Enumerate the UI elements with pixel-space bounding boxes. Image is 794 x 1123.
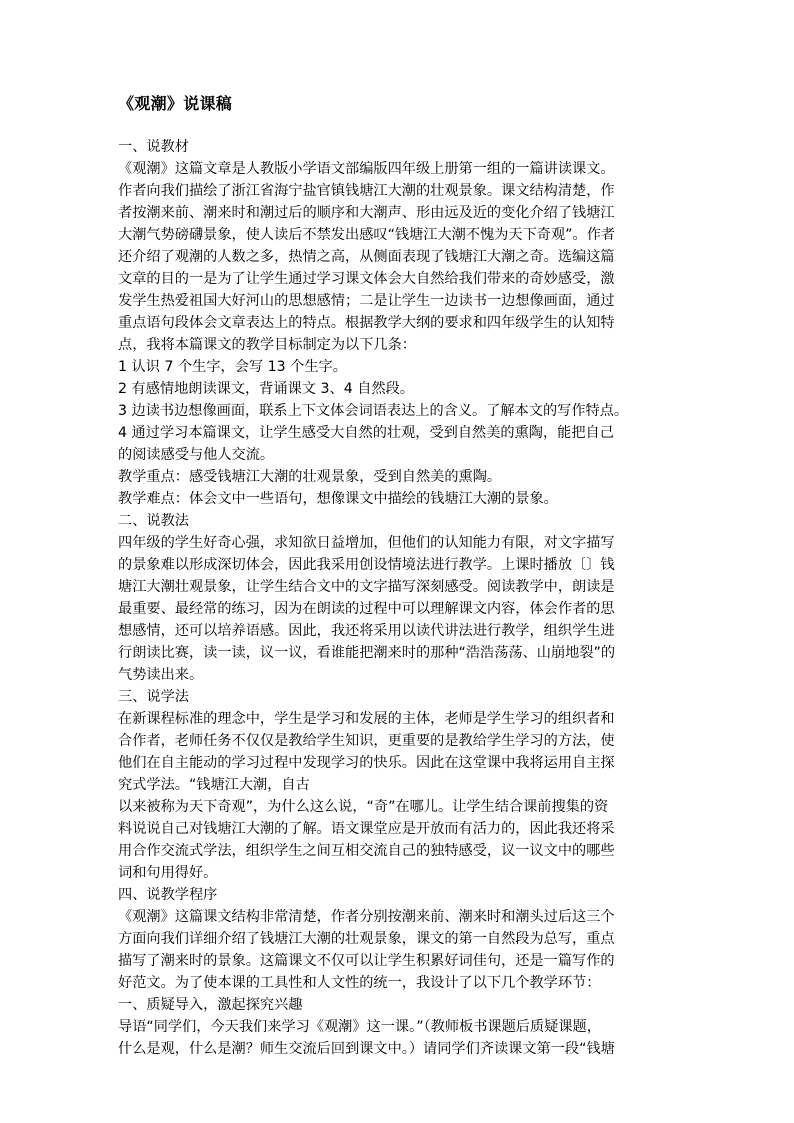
text-line: 三、说学法 [118,689,189,705]
text-line: 大潮气势磅礴景象，使人读后不禁发出感叹“钱塘江大潮不愧为天下奇观”。作者 [118,227,616,243]
text-line: 《观潮》这篇课文结构非常清楚，作者分别按潮来前、潮来时和潮头过后这三个 [118,909,615,925]
text-line: 者按潮来前、潮来时和潮过后的顺序和大潮声、形由远及近的变化介绍了钱塘江 [118,205,615,221]
text-line: 想感情，还可以培养语感。因此，我还将采用以读代讲法进行教学，组织学生进 [118,623,615,639]
text-line: 好范文。为了使本课的工具性和人文性的统一，我设计了以下几个教学环节： [118,975,601,991]
text-line: 二、说教法 [118,513,189,529]
text-line: 最重要、最经常的练习，因为在朗读的过程中可以理解课文内容，体会作者的思 [118,601,615,617]
text-line: 作者向我们描绘了浙江省海宁盐官镇钱塘江大潮的壮观景象。课文结构清楚，作 [118,183,615,199]
text-line: 方面向我们详细介绍了钱塘江大潮的壮观景象，课文的第一自然段为总写，重点 [118,931,615,947]
text-line: 4 通过学习本篇课文，让学生感受大自然的壮观，受到自然美的熏陶，能把自己 [118,425,614,441]
text-line: 四年级的学生好奇心强，求知欲日益增加，但他们的认知能力有限，对文字描写 [118,535,615,551]
text-line: 词和句用得好。 [118,865,218,881]
text-line: 发学生热爱祖国大好河山的思想感情；二是让学生一边读书一边想像画面，通过 [118,293,615,309]
text-line: 1 认识 7 个生字，会写 13 个生字。 [118,359,347,375]
text-line: 用合作交流式学法，组织学生之间互相交流自己的独特感受，议一议文中的哪些 [118,843,615,859]
text-line: 行朗读比赛，读一读，议一议，看谁能把潮来时的那种“浩浩荡荡、山崩地裂”的 [118,645,616,661]
text-line: 导语“同学们，今天我们来学习《观潮》这一课。”（教师板书课题后质疑课题， [118,1019,601,1035]
text-line: 以来被称为天下奇观”，为什么这么说，“奇”在哪儿。让学生结合课前搜集的资 [118,799,609,815]
document-title: 《观潮》说课稿 [118,94,233,113]
text-line: 重点语句段体会文章表达上的特点。根据教学大纲的要求和四年级学生的认知特 [118,315,615,331]
text-line: 的景象难以形成深切体会，因此我采用创设情境法进行教学。上课时播放〔〕钱 [118,557,615,573]
text-line: 文章的目的一是为了让学生通过学习课文体会大自然给我们带来的奇妙感受，激 [118,271,615,287]
text-line: 四、说教学程序 [118,887,218,903]
text-line: 描写了潮来时的景象。这篇课文不仅可以让学生积累好词佳句，还是一篇写作的 [118,953,615,969]
text-line: 一、质疑导入，激起探究兴趣 [118,997,303,1013]
document-page [118,92,686,1060]
text-line: 教学重点：感受钱塘江大潮的壮观景象，受到自然美的熏陶。 [118,469,502,485]
text-line: 在新课程标准的理念中，学生是学习和发展的主体，老师是学生学习的组织者和 [118,711,615,727]
text-line: 气势读出来。 [118,667,204,683]
text-line: 的阅读感受与他人交流。 [118,447,275,463]
text-line: 《观潮》这篇文章是人教版小学语文部编版四年级上册第一组的一篇讲读课文。 [118,161,615,177]
text-line: 教学难点：体会文中一些语句，想像课文中描绘的钱塘江大潮的景象。 [118,491,558,507]
text-line: 点，我将本篇课文的教学目标制定为以下几条： [118,337,416,353]
text-line: 3 边读书边想像画面，联系上下文体会词语表达上的含义。了解本文的写作特点。 [118,403,629,419]
text-line: 料说说自己对钱塘江大潮的了解。语文课堂应是开放而有活力的，因此我还将采 [118,821,615,837]
text-line: 一、说教材 [118,139,189,155]
text-line: 什么是观，什么是潮？师生交流后回到课文中。）请同学们齐读课文第一段“钱塘 [118,1041,615,1057]
document-body [118,136,686,1060]
text-line: 2 有感情地朗读课文，背诵课文 3、4 自然段。 [118,381,414,397]
text-line: 合作者，老师任务不仅仅是教给学生知识，更重要的是教给学生学习的方法，使 [118,733,615,749]
text-line: 还介绍了观潮的人数之多，热情之高，从侧面表现了钱塘江大潮之奇。选编这篇 [118,249,615,265]
text-line: 他们在自主能动的学习过程中发现学习的快乐。因此在这堂课中我将运用自主探 [118,755,615,771]
text-line: 究式学法。“钱塘江大潮，自古 [118,777,310,793]
text-line: 塘江大潮壮观景象，让学生结合文中的文字描写深刻感受。阅读教学中，朗读是 [118,579,615,595]
